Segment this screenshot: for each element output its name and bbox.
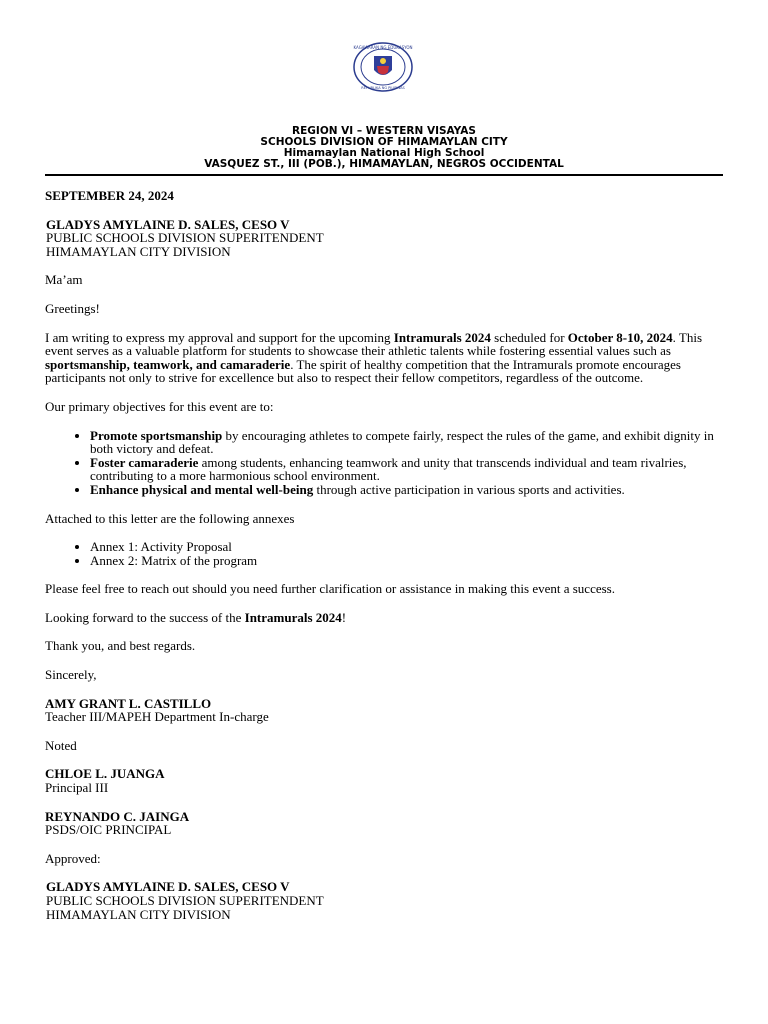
letterhead <box>45 126 723 170</box>
approver-name: GLADYS AMYLAINE D. SALES, CESO V <box>46 879 290 895</box>
objectives-intro: Our primary objectives for this event are to: <box>45 398 274 414</box>
objectives-list <box>45 429 725 497</box>
list-item: • Enhance physical and mental well-being through active participation in various sports and activities. <box>90 483 725 497</box>
letter-date: SEPTEMBER 24, 2024 <box>45 188 174 203</box>
annex-list <box>45 540 725 567</box>
list-item: • Promote sportsmanship by encouraging athletes to compete fairly, respect the rules of the game, and exhibit dignity in both victory and defeat. <box>90 429 725 456</box>
recipient-title: PUBLIC SCHOOLS DIVISION SUPERITENDENT <box>46 230 324 246</box>
letter-body <box>45 189 725 921</box>
noted-name-1: CHLOE L. JUANGA <box>45 766 165 782</box>
thanks-line: Thank you, and best regards. <box>45 638 196 654</box>
looking-forward-paragraph: Looking forward to the success of the Intramurals 2024! <box>45 609 347 625</box>
recipient-name: GLADYS AMYLAINE D. SALES, CESO V <box>46 216 290 232</box>
list-item: • Annex 2: Matrix of the program <box>90 554 725 568</box>
intro-paragraph: I am writing to express my approval and support for the upcoming Intramurals 2024 scheduled for October 8-10, 2024. This event serves as a valuable platform for students to showcase their athletic talents while fostering essential values such as sportsmanship, teamwork, and camaraderie. The spirit of healthy competition that the Intramurals promote encourages participants not only to strive for excellence but also to respect their fellow competitors, regardless of the outcome. <box>45 329 703 386</box>
noted-title-2: PSDS/OIC PRINCIPAL <box>45 822 172 838</box>
deped-seal-logo <box>352 42 414 92</box>
reach-out-paragraph: Please feel free to reach out should you need further clarification or assistance in making this event a success. <box>45 581 615 597</box>
letterhead-school: Himamaylan National High School <box>283 147 485 159</box>
annex-intro: Attached to this letter are the following annexes <box>45 510 295 526</box>
greeting: Greetings! <box>45 300 100 316</box>
letterhead-address: VASQUEZ ST., III (POB.), HIMAMAYLAN, NEGROS OCCIDENTAL <box>204 158 564 170</box>
approver-title: PUBLIC SCHOOLS DIVISION SUPERITENDENT <box>46 893 324 908</box>
approved-label: Approved: <box>45 850 101 866</box>
list-item: • Annex 1: Activity Proposal <box>90 540 725 554</box>
salutation: Ma’am <box>45 272 83 288</box>
noted-name-2: REYNANDO C. JAINGA <box>45 808 190 824</box>
sender-name: AMY GRANT L. CASTILLO <box>45 695 212 711</box>
closing: Sincerely, <box>45 667 97 683</box>
seal-text-top: KAGAWARAN NG EDUKASYON <box>353 45 413 50</box>
sender-title: Teacher III/MAPEH Department In-charge <box>45 709 269 725</box>
noted-label: Noted <box>45 737 77 753</box>
letterhead-region: REGION VI – WESTERN VISAYAS <box>292 125 476 137</box>
approver-office: HIMAMAYLAN CITY DIVISION <box>46 906 231 922</box>
recipient-office: HIMAMAYLAN CITY DIVISION <box>46 243 231 259</box>
header-divider <box>45 174 723 176</box>
letterhead-division: SCHOOLS DIVISION OF HIMAMAYLAN CITY <box>260 136 508 148</box>
seal-text-bottom: REPUBLIKA NG PILIPINAS <box>361 86 405 90</box>
list-item: • Foster camaraderie among students, enhancing teamwork and unity that transcends individual and team rivalries, contributing to a more harmonious school environment. <box>90 456 725 483</box>
noted-title-1: Principal III <box>45 780 109 796</box>
